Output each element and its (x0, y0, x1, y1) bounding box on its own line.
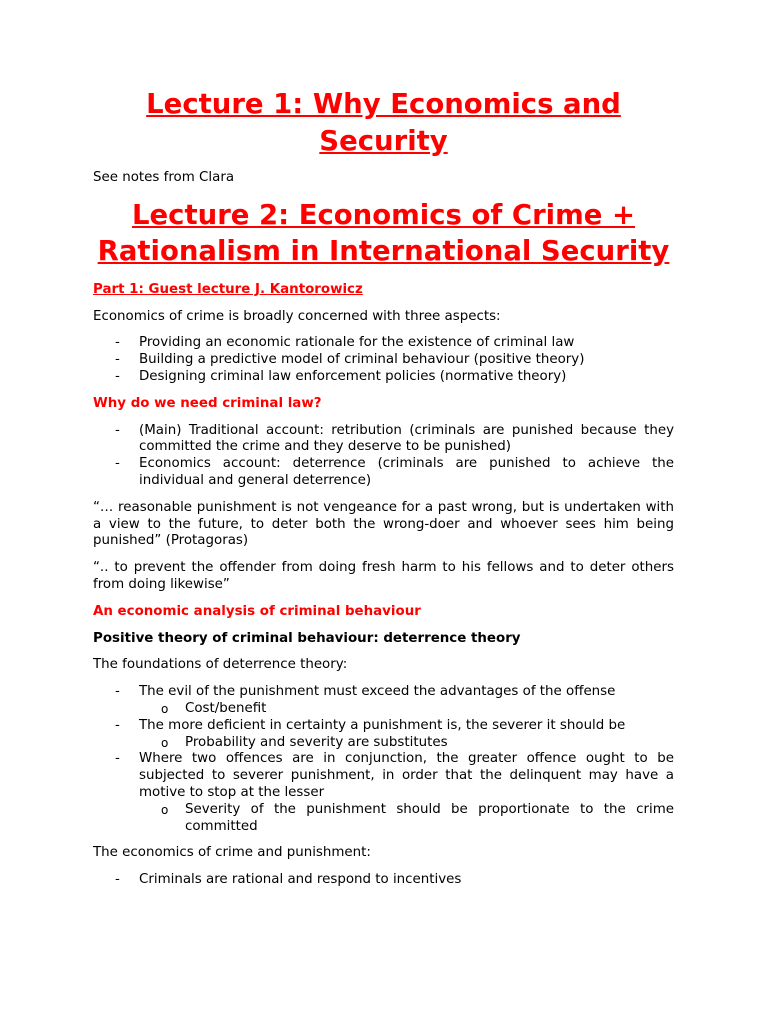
list-item: - Providing an economic rationale for the existence of criminal law (93, 335, 674, 352)
list-item: - Designing criminal law enforcement policies (normative theory) (93, 369, 674, 386)
aspects-list (93, 335, 674, 385)
sub-list-item: o Cost/benefit (139, 701, 674, 718)
lecture1-title: Lecture 1: Why Economics and Security (146, 88, 621, 157)
list-item (93, 684, 674, 718)
list-item: - Criminals are rational and respond to incentives (93, 872, 674, 889)
econ-list (93, 872, 674, 889)
positive-theory-heading: Positive theory of criminal behaviour: deterrence theory (93, 630, 521, 646)
list-item-text: The more deficient in certainty a punishment is, the severer it should be (139, 717, 626, 733)
list-item: - (Main) Traditional account: retribution (criminals are punished because they committed the crime and they deserve to be punished) (93, 423, 674, 457)
analysis-heading: An economic analysis of criminal behaviour (93, 603, 421, 619)
econ-intro: The economics of crime and punishment: (93, 845, 371, 861)
lecture1-note: See notes from Clara (93, 170, 235, 185)
quote-prevent: “.. to prevent the offender from doing fresh harm to his fellows and to deter others from doing likewise” (93, 560, 674, 592)
list-item (93, 718, 674, 752)
sub-list (139, 701, 674, 718)
document-content (93, 86, 674, 889)
lecture2-title: Lecture 2: Economics of Crime + Rationalism in International Security (97, 198, 670, 268)
why-heading: Why do we need criminal law? (93, 395, 322, 411)
list-item-text: The evil of the punishment must exceed the advantages of the offense (139, 684, 616, 700)
sub-list (139, 735, 674, 752)
sub-list-item: o Severity of the punishment should be proportionate to the crime committed (139, 802, 674, 836)
list-item: - Economics account: deterrence (criminals are punished to achieve the individual and general deterrence) (93, 456, 674, 490)
quote-protagoras: “… reasonable punishment is not vengeance for a past wrong, but is undertaken with a view to the future, to deter both the wrong-doer and whoever sees him being punished” (Protagoras) (93, 499, 674, 549)
sub-list (139, 802, 674, 836)
foundations-list (93, 684, 674, 835)
foundations-intro: The foundations of deterrence theory: (93, 657, 348, 673)
part1-heading: Part 1: Guest lecture J. Kantorowicz (93, 281, 363, 297)
list-item-text: Where two offences are in conjunction, the greater offence ought to be subjected to severer punishment, in order that the delinquent may have a motive to stop at the lesser (139, 751, 674, 800)
sub-list-item: o Probability and severity are substitutes (139, 735, 674, 752)
list-item: - Building a predictive model of criminal behaviour (positive theory) (93, 352, 674, 369)
accounts-list (93, 423, 674, 490)
intro-text: Economics of crime is broadly concerned with three aspects: (93, 308, 501, 324)
list-item (93, 751, 674, 835)
